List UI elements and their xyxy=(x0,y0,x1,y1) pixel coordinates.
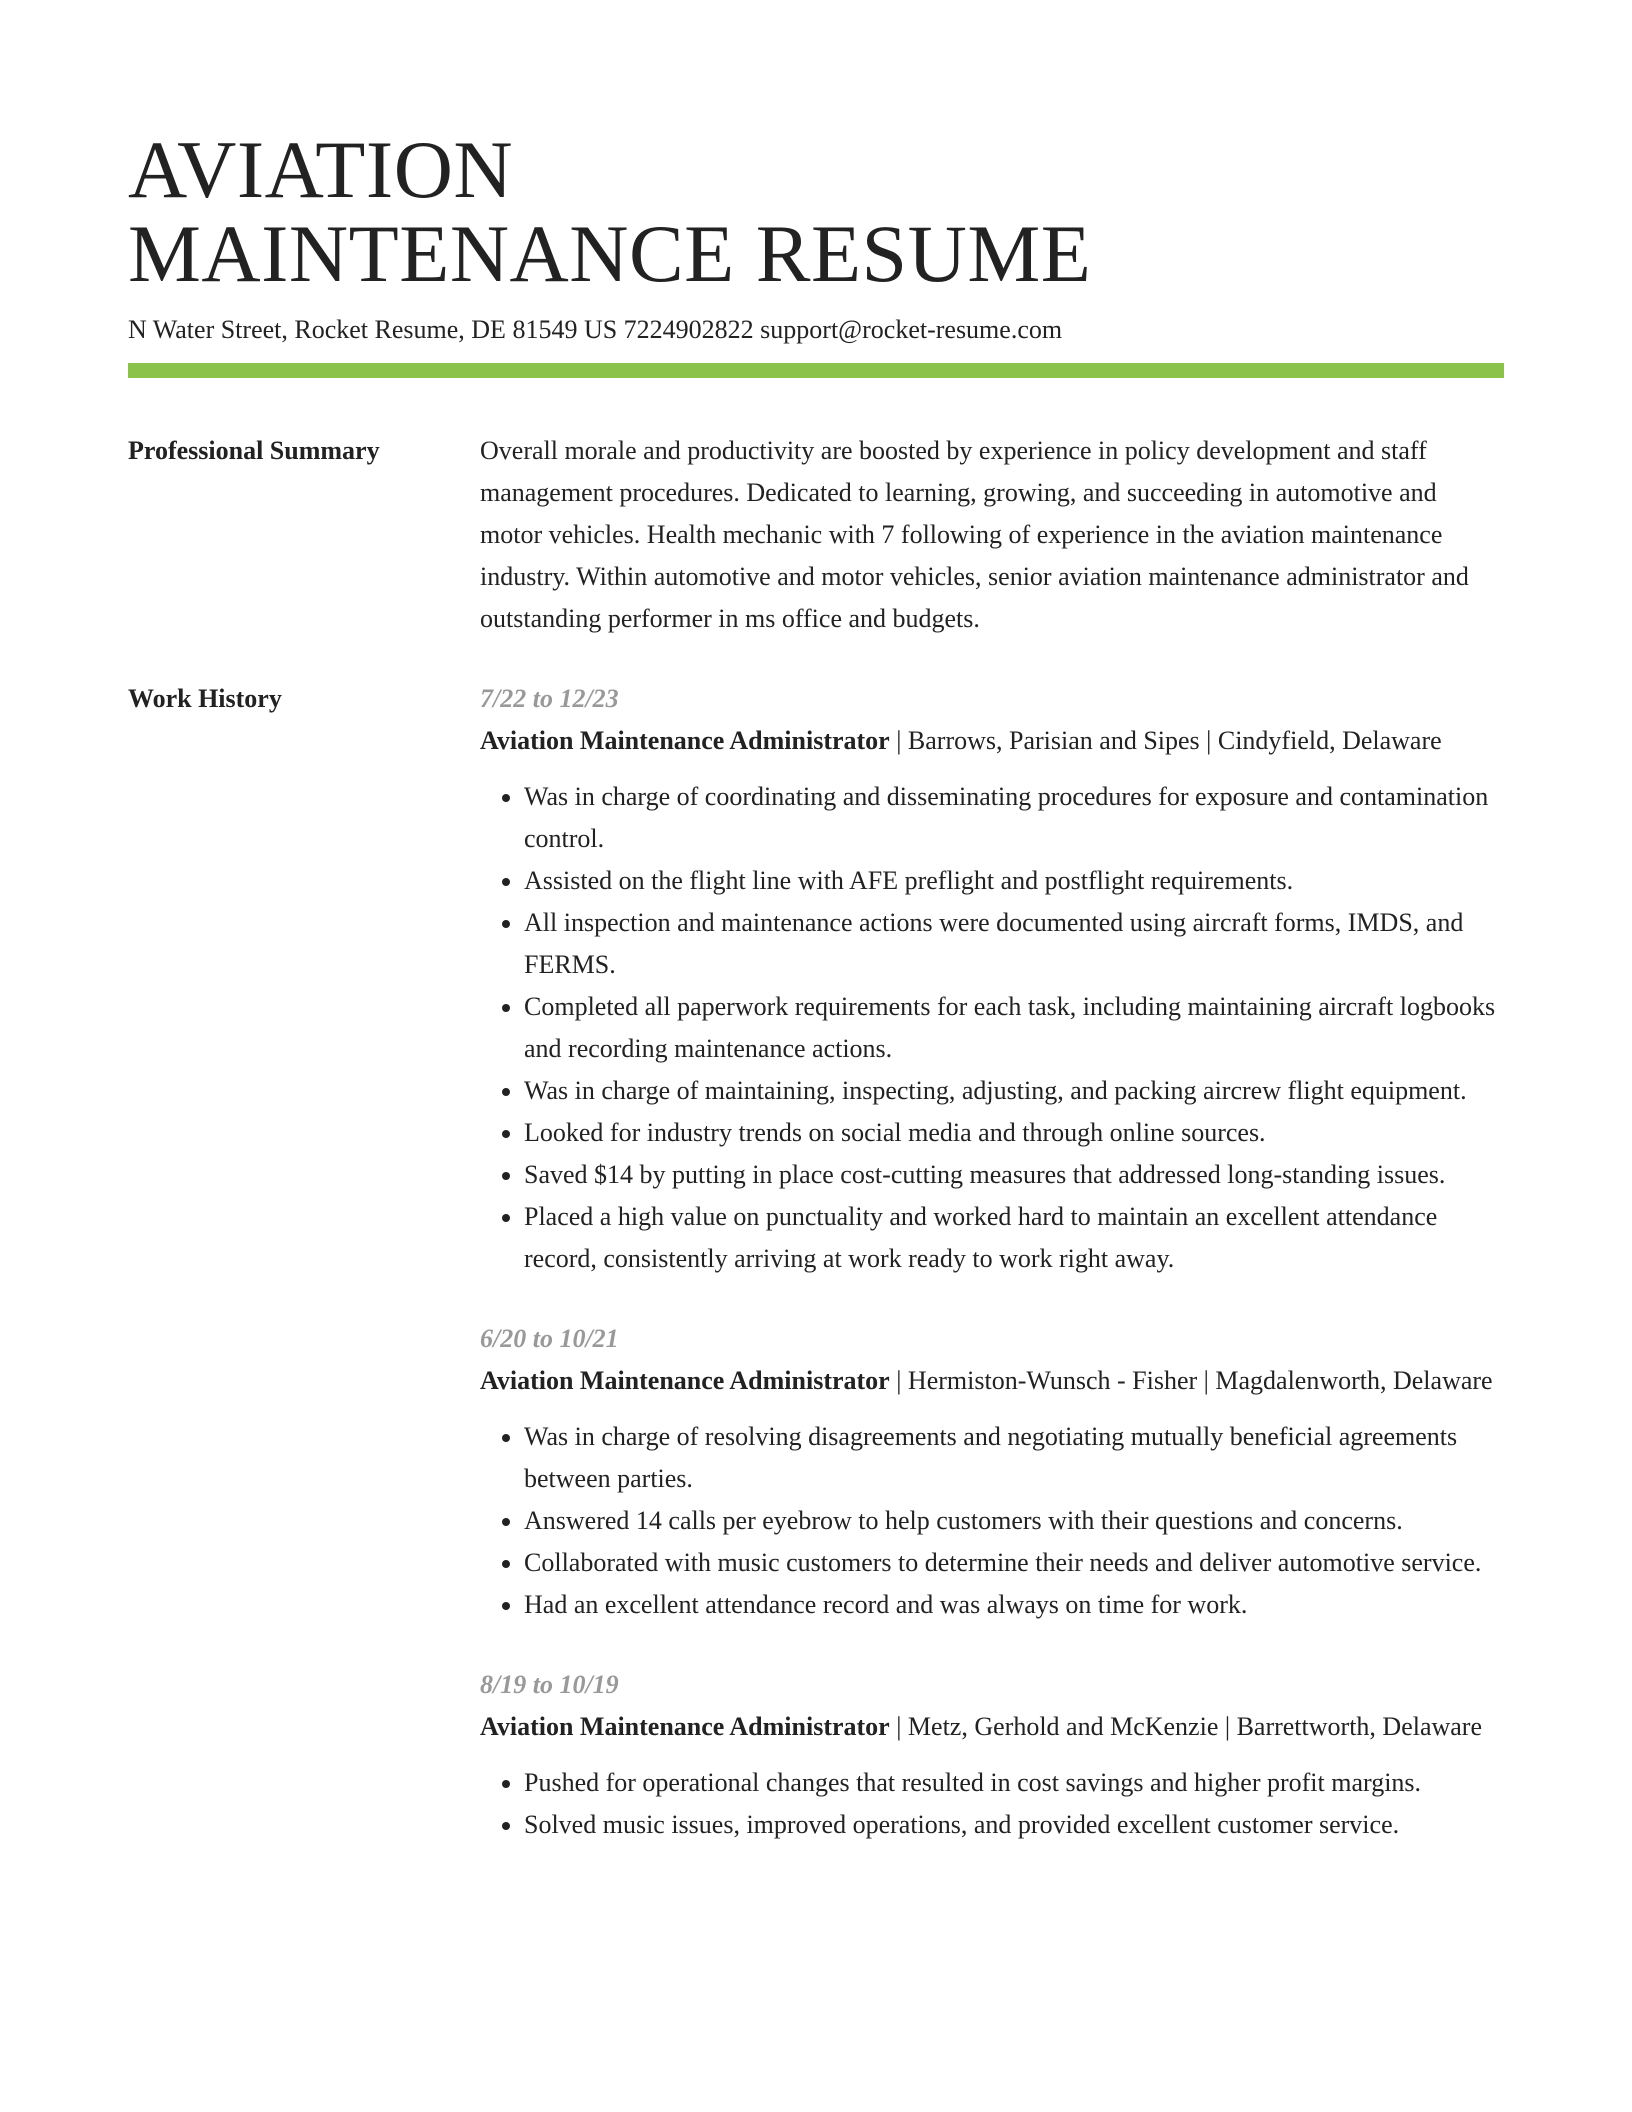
work-history-section xyxy=(128,678,1504,1846)
job-bullet: • Was in charge of maintaining, inspecting, adjusting, and packing aircrew flight equipment. xyxy=(524,1070,1504,1112)
job-employer-location: | Barrows, Parisian and Sipes | Cindyfield, Delaware xyxy=(889,726,1442,755)
job-bullet: • Was in charge of coordinating and disseminating procedures for exposure and contamination control. xyxy=(524,776,1504,860)
job-bullet: • Had an excellent attendance record and was always on time for work. xyxy=(524,1584,1504,1626)
job-bullet: • Placed a high value on punctuality and worked hard to maintain an excellent attendance record, consistently arriving at work ready to work right away. xyxy=(524,1196,1504,1280)
professional-summary-section xyxy=(128,430,1504,640)
job-entry xyxy=(480,1664,1504,1846)
resume-page xyxy=(128,124,1504,1846)
job-bullet: • Answered 14 calls per eyebrow to help customers with their questions and concerns. xyxy=(524,1500,1504,1542)
job-bullet: • Solved music issues, improved operations, and provided excellent customer service. xyxy=(524,1804,1504,1846)
job-bullets xyxy=(480,1762,1504,1846)
resume-title-line-2: MAINTENANCE RESUME xyxy=(128,208,1092,299)
job-entry xyxy=(480,1318,1504,1626)
contact-info: N Water Street, Rocket Resume, DE 81549 US 7224902822 support@rocket-resume.com xyxy=(128,315,1063,344)
job-bullet: • Assisted on the flight line with AFE preflight and postflight requirements. xyxy=(524,860,1504,902)
resume-title-line-1: AVIATION xyxy=(128,124,514,215)
summary-text: Overall morale and productivity are boosted by experience in policy development and staff management procedures. Dedicated to learning, growing, and succeeding in automotive and motor vehicles. Health mechanic with 7 following of experience in the aviation maintenance industry. Within automotive and motor vehicles, senior aviation maintenance administrator and outstanding performer in ms office and budgets. xyxy=(480,436,1469,633)
job-title: Aviation Maintenance Administrator xyxy=(480,726,890,755)
job-bullets xyxy=(480,776,1504,1280)
job-employer-location: | Metz, Gerhold and McKenzie | Barrettworth, Delaware xyxy=(889,1712,1483,1741)
section-label-work-history: Work History xyxy=(128,684,282,713)
job-bullet: • Saved $14 by putting in place cost-cutting measures that addressed long-standing issues. xyxy=(524,1154,1504,1196)
job-bullets xyxy=(480,1416,1504,1626)
job-dates: 7/22 to 12/23 xyxy=(480,684,619,713)
job-heading xyxy=(480,1360,1504,1402)
job-entry xyxy=(480,678,1504,1280)
resume-title xyxy=(128,124,1504,299)
job-title: Aviation Maintenance Administrator xyxy=(480,1712,890,1741)
job-bullet: • Pushed for operational changes that resulted in cost savings and higher profit margins. xyxy=(524,1762,1504,1804)
job-bullet: • All inspection and maintenance actions were documented using aircraft forms, IMDS, and FERMS. xyxy=(524,902,1504,986)
job-heading xyxy=(480,720,1504,762)
job-bullet: • Looked for industry trends on social media and through online sources. xyxy=(524,1112,1504,1154)
job-title: Aviation Maintenance Administrator xyxy=(480,1366,890,1395)
job-dates: 8/19 to 10/19 xyxy=(480,1670,619,1699)
work-history-body xyxy=(480,678,1504,1846)
job-dates: 6/20 to 10/21 xyxy=(480,1324,619,1353)
job-heading xyxy=(480,1706,1504,1748)
job-bullet: • Was in charge of resolving disagreements and negotiating mutually beneficial agreements between parties. xyxy=(524,1416,1504,1500)
accent-divider xyxy=(128,363,1504,378)
job-bullet: • Completed all paperwork requirements for each task, including maintaining aircraft logbooks and recording maintenance actions. xyxy=(524,986,1504,1070)
summary-body xyxy=(480,430,1504,640)
job-bullet: • Collaborated with music customers to determine their needs and deliver automotive service. xyxy=(524,1542,1504,1584)
job-employer-location: | Hermiston-Wunsch - Fisher | Magdalenworth, Delaware xyxy=(889,1366,1493,1395)
section-label-professional-summary: Professional Summary xyxy=(128,436,380,465)
